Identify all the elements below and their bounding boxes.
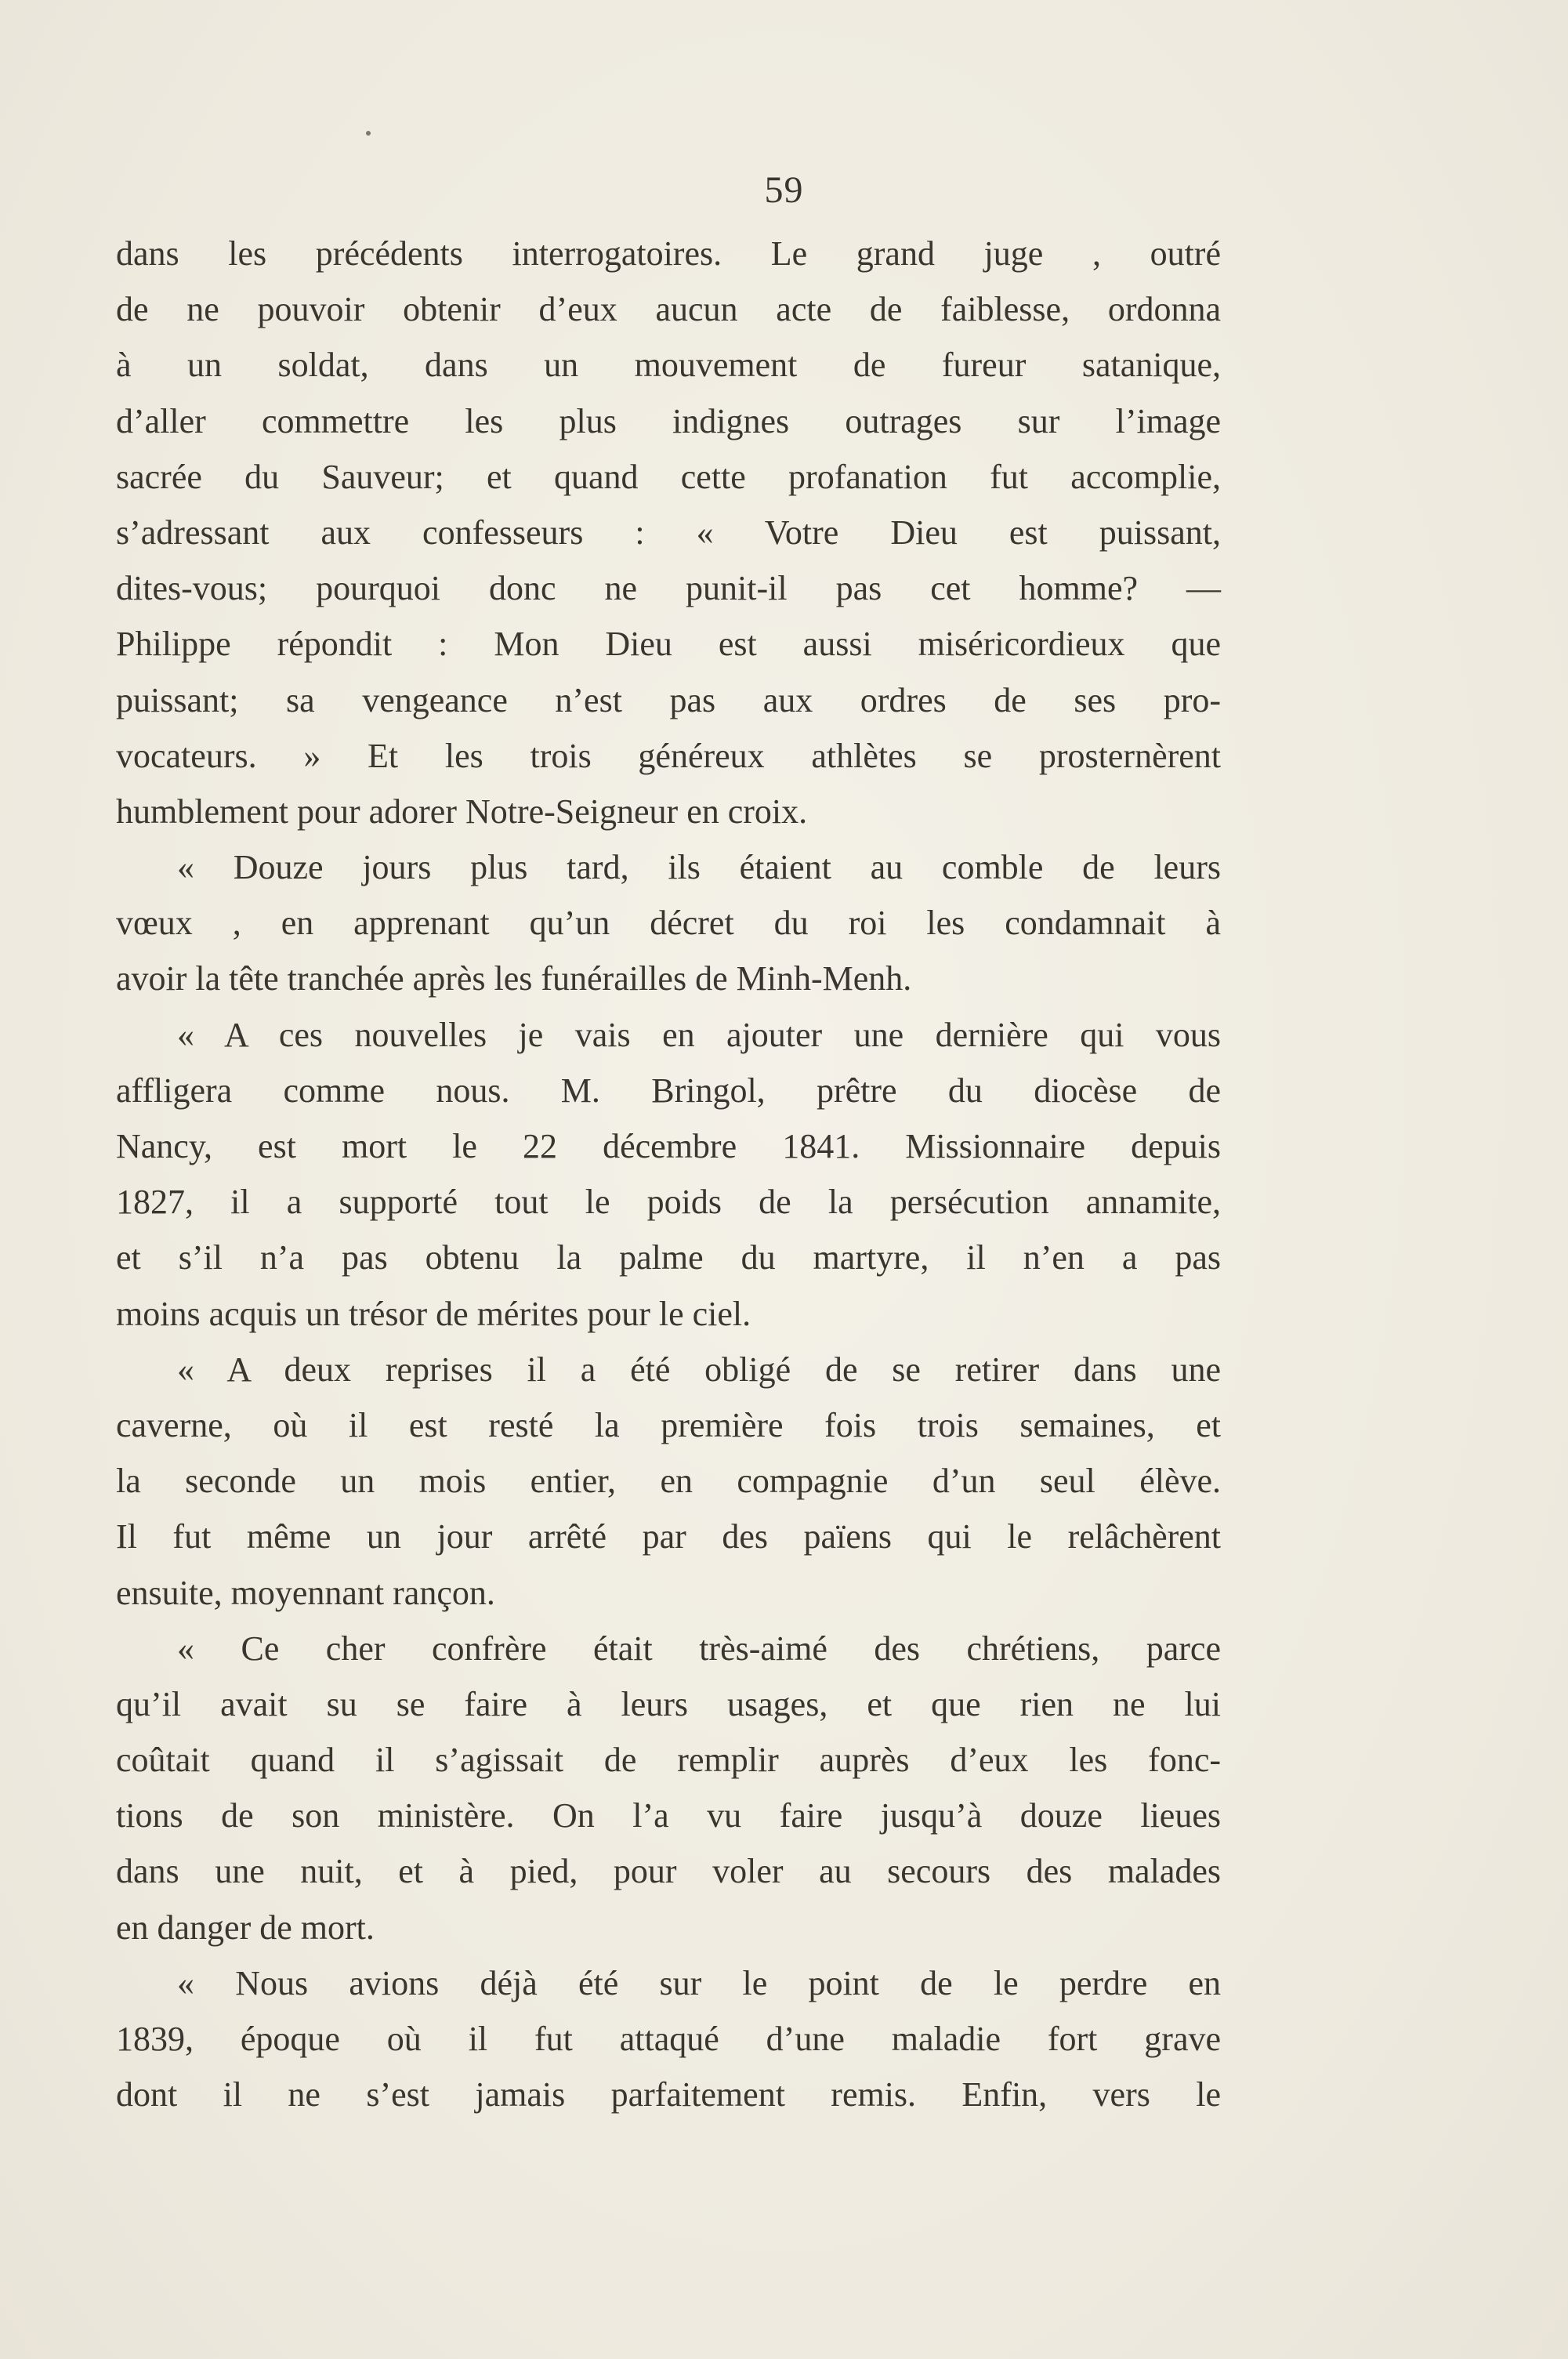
text-line: moins acquis un trésor de mérites pour le ciel. bbox=[116, 1294, 751, 1333]
text-line: en danger de mort. bbox=[116, 1908, 375, 1947]
text-line: 1827, il a supporté tout le poids de la persécution annamite, bbox=[116, 1183, 1221, 1222]
text-line: caverne, où il est resté la première fois trois semaines, et bbox=[116, 1405, 1221, 1444]
text-line: coûtait quand il s’agissait de remplir auprès d’eux les fonc- bbox=[116, 1741, 1221, 1780]
text-line: « A ces nouvelles je vais en ajouter une dernière qui vous bbox=[177, 1015, 1221, 1054]
text-line: affligera comme nous. M. Bringol, prêtre du diocèse de bbox=[116, 1071, 1221, 1110]
text-line: avoir la tête tranchée après les funérailles de Minh-Menh. bbox=[116, 959, 912, 998]
text-line: et s’il n’a pas obtenu la palme du martyre, il n’en a pas bbox=[116, 1238, 1221, 1277]
text-line: la seconde un mois entier, en compagnie d’un seul élève. bbox=[116, 1462, 1221, 1501]
body-text bbox=[116, 226, 1221, 2122]
text-line: Il fut même un jour arrêté par des païens qui le relâchèrent bbox=[116, 1517, 1221, 1556]
text-line: dont il ne s’est jamais parfaitement remis. Enfin, vers le bbox=[116, 2075, 1221, 2114]
text-line: puissant; sa vengeance n’est pas aux ordres de ses pro- bbox=[116, 680, 1221, 719]
text-line: qu’il avait su se faire à leurs usages, et que rien ne lui bbox=[116, 1684, 1221, 1723]
page-number: 59 bbox=[764, 169, 804, 211]
text-line: de ne pouvoir obtenir d’eux aucun acte de faiblesse, ordonna bbox=[116, 290, 1221, 329]
text-line: dans une nuit, et à pied, pour voler au secours des malades bbox=[116, 1852, 1221, 1891]
text-line: « Douze jours plus tard, ils étaient au comble de leurs bbox=[177, 848, 1221, 887]
text-line: Philippe répondit : Mon Dieu est aussi miséricordieux que bbox=[116, 625, 1221, 664]
text-line: « A deux reprises il a été obligé de se retirer dans une bbox=[177, 1350, 1221, 1389]
text-line: vœux , en apprenant qu’un décret du roi les condamnait à bbox=[116, 904, 1221, 943]
text-line: humblement pour adorer Notre-Seigneur en croix. bbox=[116, 792, 808, 831]
text-line: dites-vous; pourquoi donc ne punit-il pas cet homme? — bbox=[116, 569, 1221, 608]
text-line: tions de son ministère. On l’a vu faire jusqu’à douze lieues bbox=[116, 1796, 1221, 1835]
ink-speck bbox=[366, 131, 371, 136]
text-line: dans les précédents interrogatoires. Le grand juge , outré bbox=[116, 234, 1221, 273]
text-line: vocateurs. » Et les trois généreux athlètes se prosternèrent bbox=[116, 736, 1221, 775]
text-line: ensuite, moyennant rançon. bbox=[116, 1573, 495, 1612]
text-line: « Nous avions déjà été sur le point de le perdre en bbox=[177, 1963, 1221, 2002]
text-line: « Ce cher confrère était très-aimé des chrétiens, parce bbox=[177, 1629, 1221, 1668]
text-line: d’aller commettre les plus indignes outrages sur l’image bbox=[116, 401, 1221, 440]
text-line: à un soldat, dans un mouvement de fureur satanique, bbox=[116, 346, 1221, 385]
text-line: s’adressant aux confesseurs : « Votre Dieu est puissant, bbox=[116, 513, 1221, 552]
text-line: 1839, époque où il fut attaqué d’une maladie fort grave bbox=[116, 2020, 1221, 2058]
text-line: sacrée du Sauveur; et quand cette profanation fut accomplie, bbox=[116, 457, 1221, 496]
text-line: Nancy, est mort le 22 décembre 1841. Missionnaire depuis bbox=[116, 1127, 1221, 1165]
